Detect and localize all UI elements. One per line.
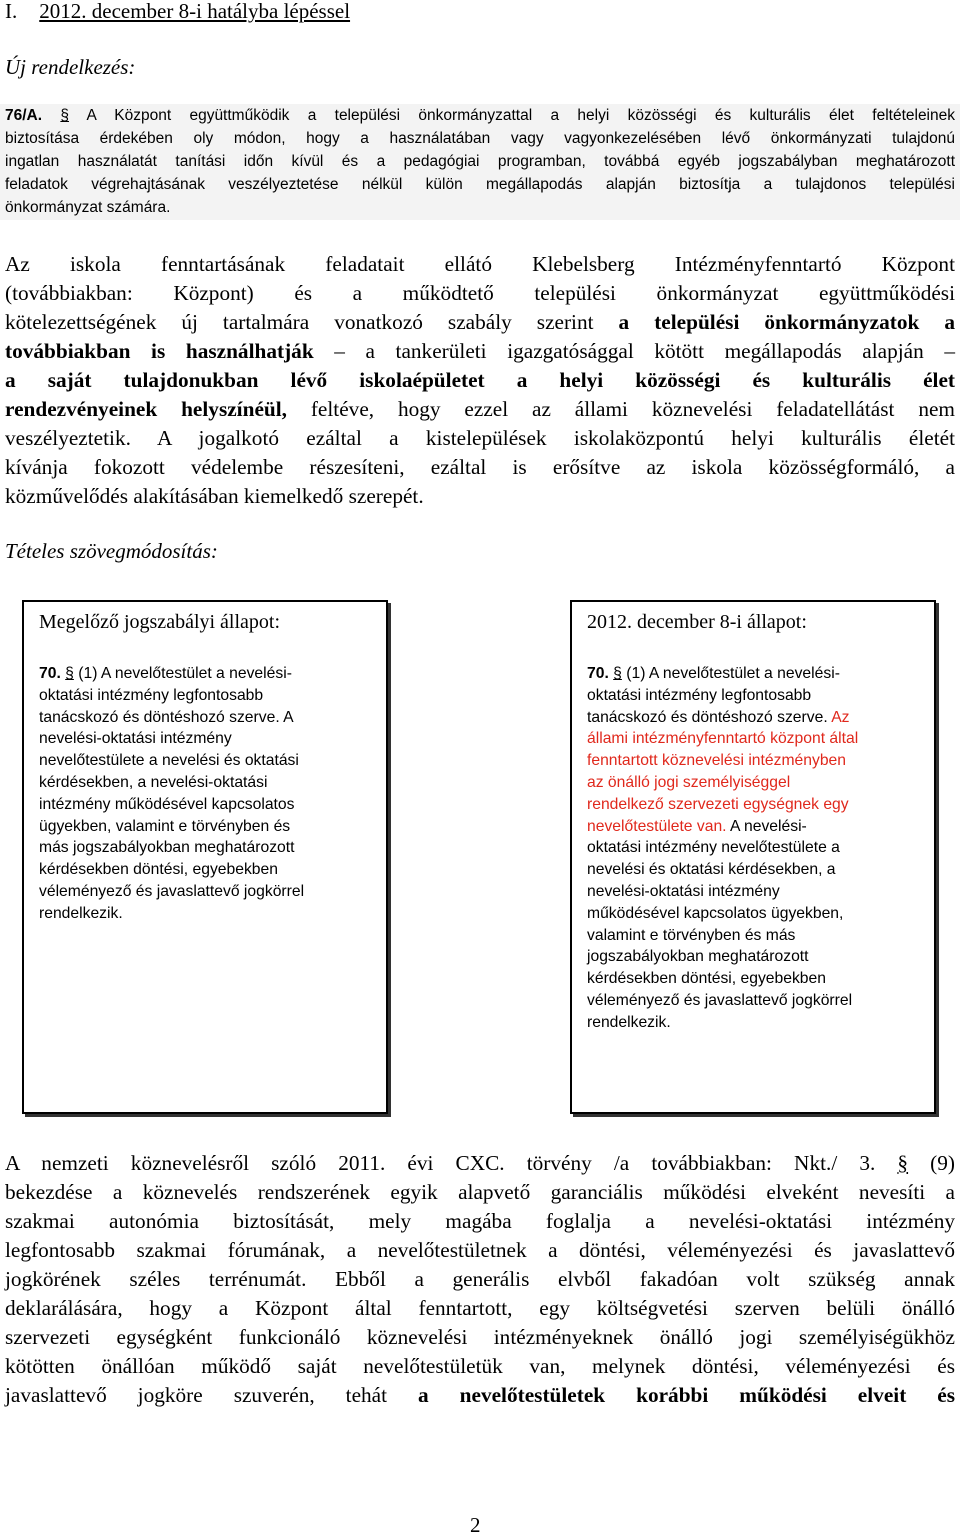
text-span: (9): [930, 1151, 955, 1175]
box-line: [39, 663, 379, 685]
paragraph-line: [5, 337, 955, 366]
paragraph-line: kívánja fokozott védelembe részesíteni, ezáltal is erősítve az iskola közösségformáló, a: [5, 455, 955, 479]
inserted-line: az önálló jogi személyiséggel: [587, 773, 791, 791]
box-line: kérdésekben, a nevelési-oktatási: [39, 773, 268, 791]
paragraph-line: veszélyeztetik. A jogalkotó ezáltal a kistelepülések iskolaközpontú helyi kulturális életét: [5, 426, 955, 450]
section-heading: [5, 0, 350, 25]
box-line: [587, 816, 927, 838]
amendment-block: [0, 104, 960, 220]
bold-span: rendezvényeinek helyszínéül,: [5, 397, 287, 421]
box-line: oktatási intézmény nevelőtestülete a: [587, 839, 840, 857]
box-line: kérdésekben döntési, egyebekben: [587, 970, 826, 988]
amendment-line: biztosítása érdekében oly módon, hogy a használatában vagy vagyonkezelésében lévő önkormányzati tulajdonú: [5, 130, 955, 147]
bold-span: a saját tulajdonukban lévő iskolaépületet a helyi közösségi és kulturális élet: [5, 368, 955, 392]
inserted-line: állami intézményfenntartó központ által: [587, 730, 859, 748]
text-span: A nevelési-: [730, 817, 807, 835]
amendment-line: feladatok végrehajtásának veszélyeztetése nélkül külön megállapodás alapján biztosítja a tulajdonos települési: [5, 176, 955, 193]
paragraph-line: (továbbiakban: Központ) és a működtető települési önkormányzat együttműködési: [5, 281, 955, 305]
box-line: intézmény működésével kapcsolatos: [39, 795, 295, 813]
paragraph-line: közművelődés alakításában kiemelkedő szerepét.: [5, 484, 424, 508]
text-span: tanácskozó és döntéshozó szerve.: [587, 708, 828, 726]
inserted-text: nevelőtestülete van.: [587, 817, 727, 835]
box-line: tanácskozó és döntéshozó szerve. A: [39, 708, 294, 726]
inserted-text: Az: [831, 708, 850, 726]
paragraph-line: legfontosabb szakmai fórumának, a nevelőtestületnek a döntési, véleményezési és javaslattevő: [5, 1238, 955, 1262]
bold-span: a települési önkormányzatok a: [618, 310, 956, 334]
section-sign: §: [65, 665, 74, 682]
heading-title: 2012. december 8-i hatályba lépéssel: [39, 0, 351, 23]
box-line: véleményező és javaslattevő jogkörrel: [39, 882, 305, 900]
text-span: javaslattevő jogköre szuverén, tehát: [5, 1383, 388, 1407]
inserted-line: rendelkező szervezeti egységnek egy: [587, 795, 849, 813]
paragraph-line: [5, 366, 955, 395]
bold-span: a nevelőtestületek korábbi működési elveit és: [418, 1383, 955, 1407]
paragraph-line: [5, 1381, 955, 1410]
paragraph-line: kötötten önállóan működő saját nevelőtestületük van, melynek döntési, véleményezési és: [5, 1354, 955, 1378]
paragraph-line: Az iskola fenntartásának feladatait ellátó Klebelsberg Intézményfenntartó Központ: [5, 252, 955, 276]
box-line: oktatási intézmény legfontosabb: [587, 686, 812, 704]
inserted-line: fenntartott köznevelési intézményben: [587, 752, 846, 770]
text-span: kötelezettségének új tartalmára vonatkozó szabály szerint: [5, 310, 594, 334]
paragraph-line: [5, 1149, 955, 1178]
text-span: (1) A nevelőtestület a nevelési-: [78, 665, 292, 682]
text-span: (1) A nevelőtestület a nevelési-: [626, 665, 840, 682]
text-span: A nemzeti köznevelésről szóló 2011. évi CXC. törvény /a továbbiakban: Nkt./ 3.: [5, 1151, 876, 1175]
box-line: nevelési és oktatási kérdésekben, a: [587, 861, 836, 879]
bold-span: továbbiakban is használhatják: [5, 339, 314, 363]
amendment-line: [5, 104, 955, 127]
box-line: [587, 663, 927, 685]
box-line: nevelési-oktatási intézmény: [587, 882, 780, 900]
text-span: feltéve, hogy ezzel az állami köznevelési feladatellátást nem: [310, 397, 955, 421]
box-line: működésével kapcsolatos ügyekben,: [587, 904, 844, 922]
amendment-line: ingatlan használatát tanítási időn kívül és a pedagógiai programban, továbbá egyéb jogszabályban meghatározott: [5, 153, 955, 170]
amendment-text: A Központ együttműködik a települési önkormányzattal a helyi közösségi és kulturális élet feltételeinek: [86, 107, 955, 124]
paragraph-line: deklarálására, hogy a Központ által fenntartott, egy költségvetési szerven belüli önálló: [5, 1296, 955, 1320]
box-line: [587, 707, 927, 729]
box-line: rendelkezik.: [587, 1013, 671, 1031]
modification-label: Tételes szövegmódosítás:: [5, 539, 218, 563]
section-sign: §: [613, 665, 622, 682]
new-state-title: 2012. december 8-i állapot:: [587, 611, 807, 633]
box-line: nevelési-oktatási intézmény: [39, 730, 232, 748]
page-number: 2: [470, 1513, 481, 1537]
heading-roman-numeral: I.: [5, 0, 18, 23]
provision-number: 70.: [587, 665, 609, 682]
previous-state-title: Megelőző jogszabályi állapot:: [39, 611, 281, 633]
new-state-box: [570, 600, 936, 1114]
box-line: ügyekben, valamint e törvényben és: [39, 817, 291, 835]
provision-number: 70.: [39, 665, 61, 682]
box-line: más jogszabályokban meghatározott: [39, 839, 295, 857]
box-line: valamint e törvényben és más: [587, 926, 796, 944]
paragraph-line: [5, 308, 955, 337]
section-sign: §: [897, 1151, 909, 1175]
paragraph-line: jogkörének széles terrénumát. Ebből a generális elvből fakadóan volt szükség annak: [5, 1267, 955, 1291]
previous-state-box: [22, 600, 388, 1114]
text-span: – a tankerületi igazgatósággal kötött megállapodás alapján –: [334, 339, 956, 363]
paragraph-line: szervezeti egységként funkcionáló köznevelési intézményeknek önálló jogi személyiségükhöz: [5, 1325, 955, 1349]
amendment-number: 76/A.: [5, 107, 43, 124]
amendment-line: önkormányzat számára.: [5, 199, 171, 216]
box-line: véleményező és javaslattevő jogkörrel: [587, 991, 853, 1009]
box-line: rendelkezik.: [39, 904, 123, 922]
paragraph-line: [5, 395, 955, 424]
previous-state-text: [39, 663, 379, 925]
box-line: jogszabályokban meghatározott: [587, 948, 809, 966]
box-line: kérdésekben döntési, egyebekben: [39, 861, 278, 879]
paragraph-line: bekezdése a köznevelés rendszerének egyik alapvető garanciális működési elveként nevesíti a: [5, 1180, 955, 1204]
section-sign: §: [60, 107, 69, 124]
paragraph-line: szakmai autonómia biztosítását, mely magába foglalja a nevelési-oktatási intézmény: [5, 1209, 955, 1233]
box-line: nevelőtestülete a nevelési és oktatási: [39, 752, 299, 770]
new-state-text: [587, 663, 927, 1034]
new-provision-label: Új rendelkezés:: [5, 55, 136, 79]
box-line: oktatási intézmény legfontosabb: [39, 686, 264, 704]
